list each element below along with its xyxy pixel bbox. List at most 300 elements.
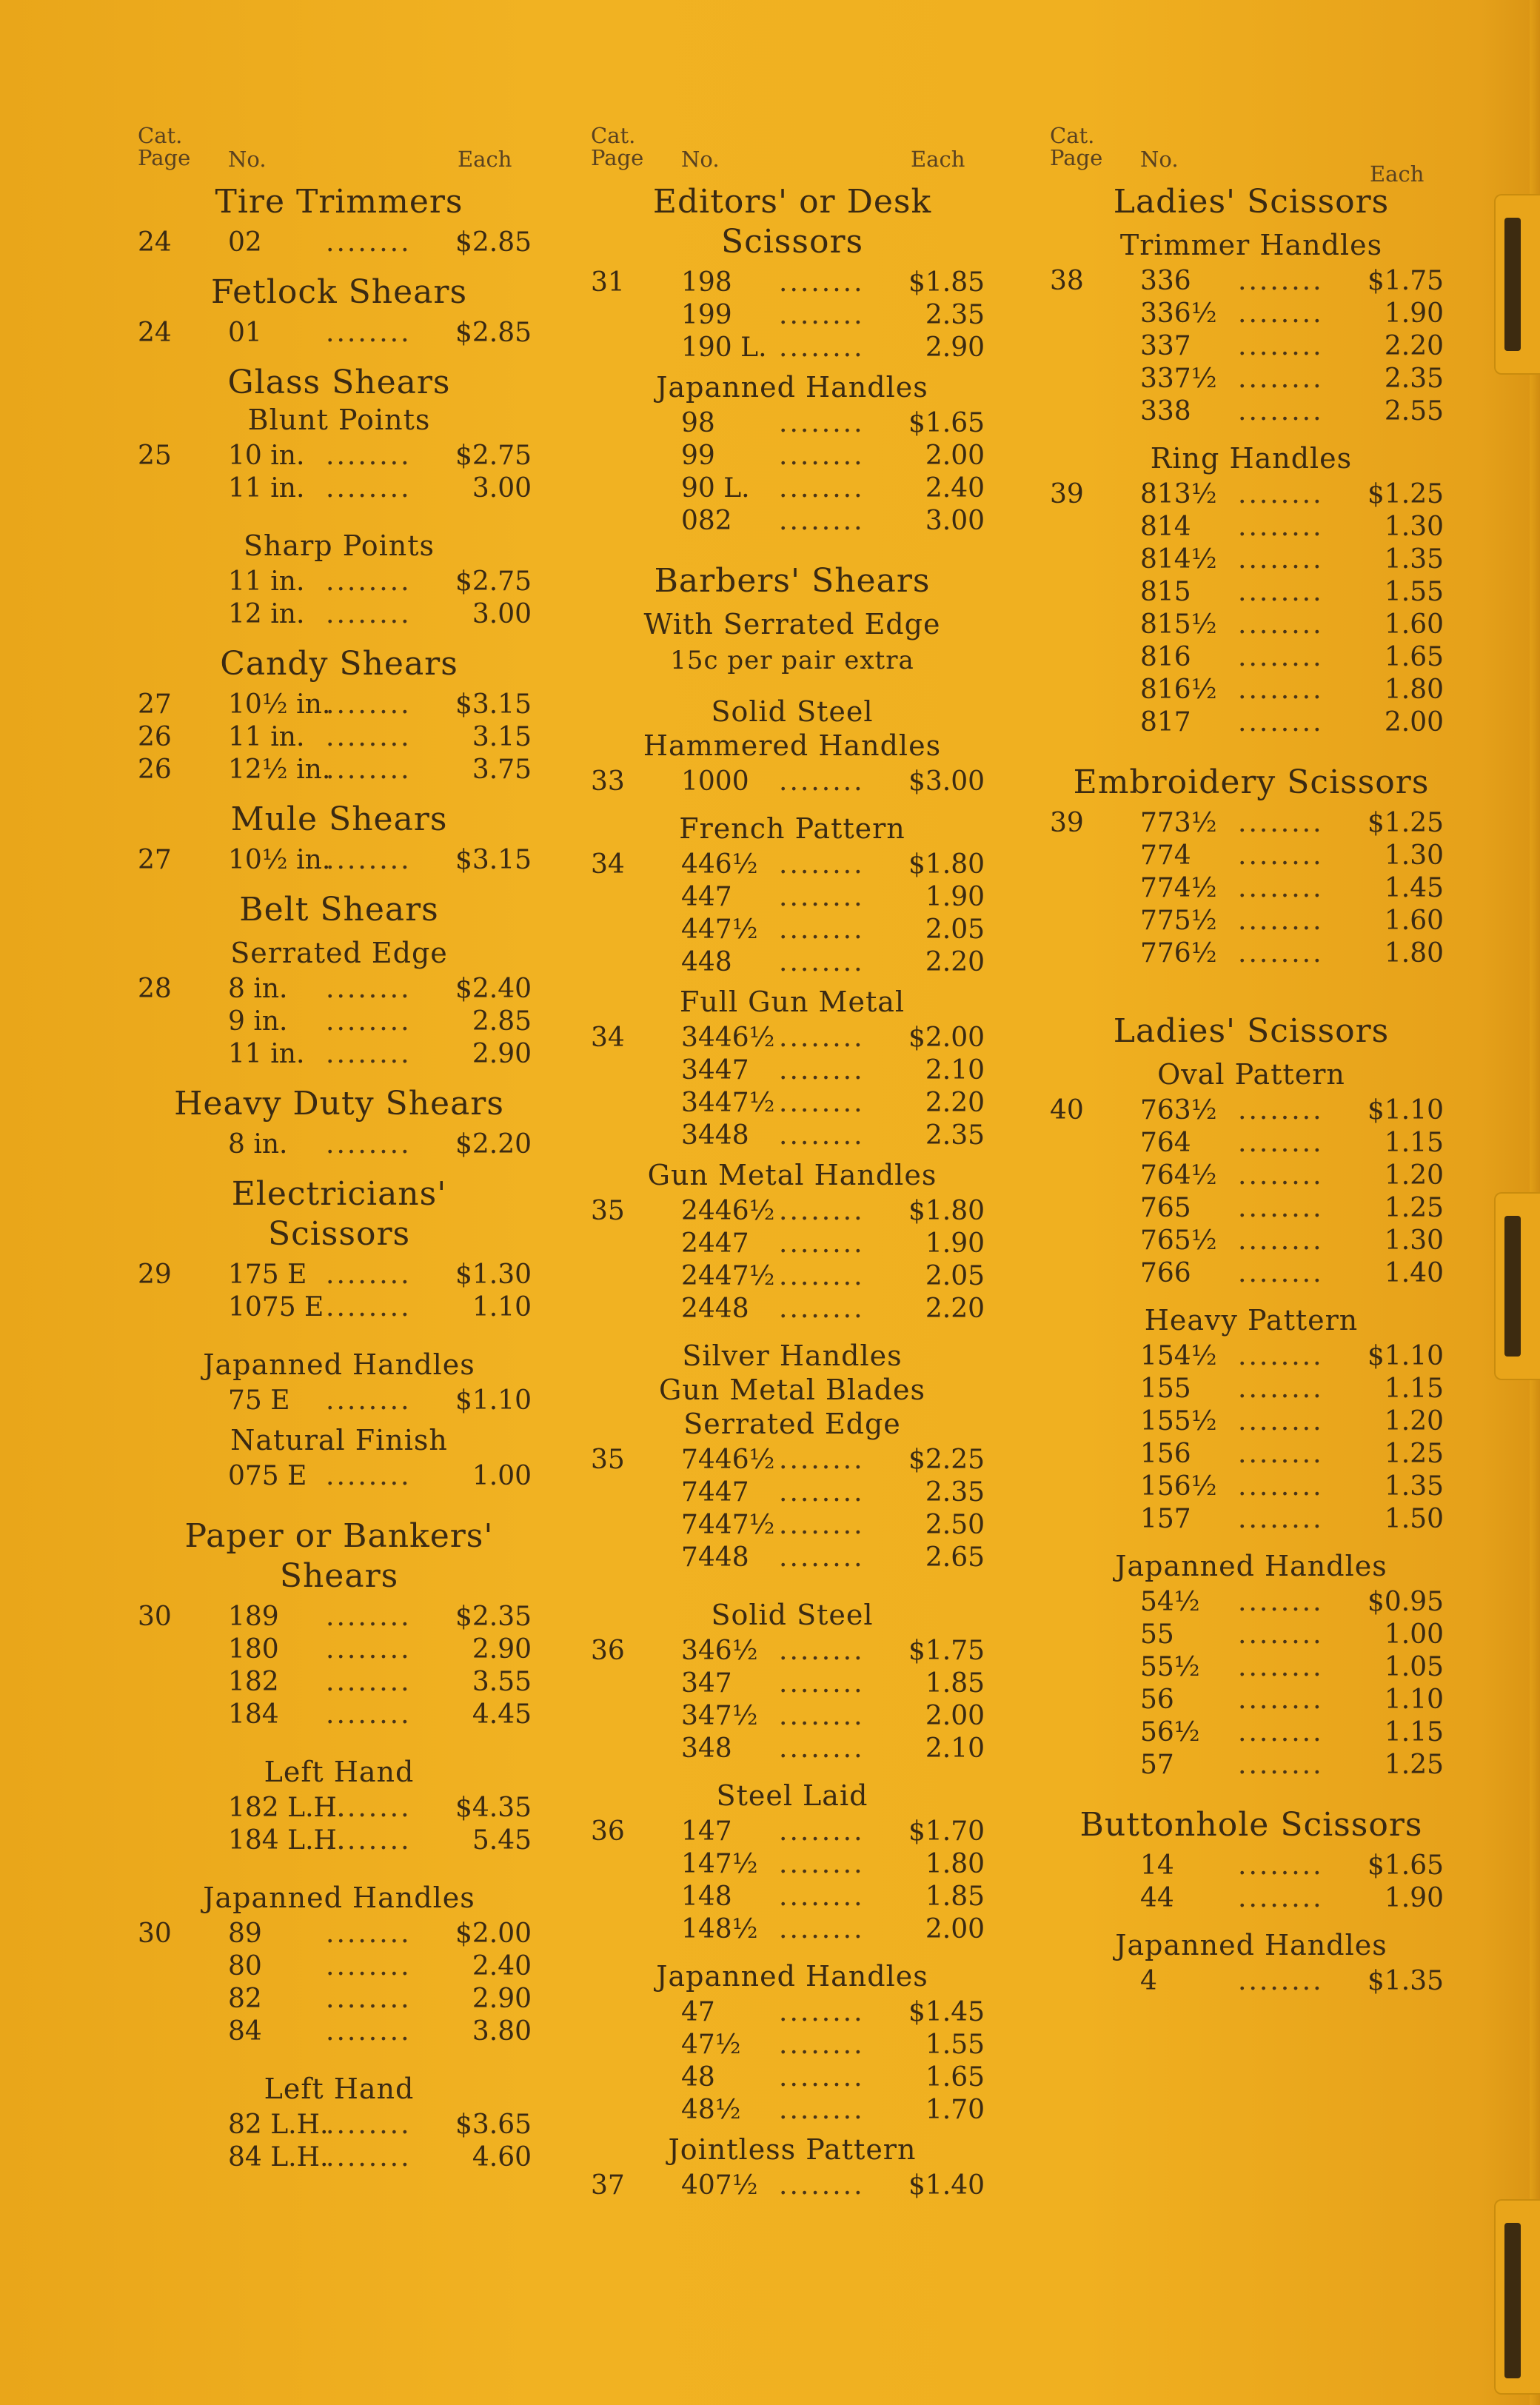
catalog-row — [1044, 1127, 1459, 1160]
dot-leader: ........ — [779, 882, 865, 912]
subsection-title: Japanned Handles — [1115, 1929, 1387, 1961]
dot-leader: ........ — [1238, 1685, 1324, 1715]
catalog-row — [585, 1444, 1000, 1476]
item-price: $1.80 — [908, 849, 985, 880]
item-price: 1.85 — [925, 1881, 985, 1912]
item-price: $2.75 — [455, 441, 532, 471]
item-price: 1.05 — [1384, 1652, 1444, 1682]
item-price: $4.35 — [455, 1793, 532, 1823]
item-price: 4.45 — [472, 1699, 532, 1730]
item-number: 817 — [1140, 707, 1191, 737]
item-price: 1.20 — [1384, 1160, 1444, 1191]
subsection-title: Sharp Points — [243, 529, 435, 562]
subsection-title: Left Hand — [264, 2073, 415, 2105]
item-price: 1.25 — [1384, 1439, 1444, 1469]
dot-leader: ........ — [1238, 1619, 1324, 1650]
item-price: 2.20 — [1384, 331, 1444, 361]
item-number: 448 — [681, 947, 732, 977]
dot-leader: ........ — [1238, 906, 1324, 936]
item-price: $1.35 — [1367, 1966, 1444, 1996]
item-number: 10 in. — [228, 441, 305, 471]
dot-leader: ........ — [779, 1636, 865, 1666]
each-label: Each — [1370, 161, 1424, 187]
catalog-row — [585, 2029, 1000, 2061]
section-title: Ladies' Scissors — [1113, 1012, 1390, 1050]
catalog-row — [1044, 1160, 1459, 1192]
dot-leader: ........ — [779, 1849, 865, 1879]
item-number: 12½ in. — [228, 755, 331, 785]
price-list — [585, 1444, 1000, 1574]
dot-leader: ........ — [779, 1023, 865, 1053]
item-price: $2.00 — [908, 1023, 985, 1053]
item-number: 02 — [228, 227, 262, 258]
price-list — [132, 1128, 546, 1161]
dot-leader: ........ — [779, 1294, 865, 1324]
catalog-row — [585, 1668, 1000, 1700]
catalog-row — [585, 881, 1000, 914]
dot-leader: ........ — [1238, 1193, 1324, 1223]
catalog-column-1 — [132, 124, 546, 2174]
item-price: 1.15 — [1384, 1717, 1444, 1747]
catalog-row — [1044, 1586, 1459, 1619]
dot-leader: ........ — [779, 1510, 865, 1540]
catalog-row — [1044, 576, 1459, 609]
catalog-row — [132, 566, 546, 598]
item-price: 2.10 — [925, 1055, 985, 1086]
catalog-row — [585, 267, 1000, 299]
catalog-row — [1044, 1257, 1459, 1290]
catalog-row — [585, 440, 1000, 472]
dot-leader: ........ — [1238, 642, 1324, 672]
item-number: 775½ — [1140, 906, 1217, 936]
catalog-row — [132, 1983, 546, 2016]
catalog-row — [132, 1601, 546, 1633]
item-number: 184 — [228, 1699, 279, 1730]
item-price: 2.35 — [925, 300, 985, 330]
catalog-row — [132, 472, 546, 505]
dot-leader: ........ — [779, 2062, 865, 2093]
catalog-row — [1044, 706, 1459, 739]
catalog-page-number: 31 — [591, 267, 625, 298]
catalog-row — [1044, 1471, 1459, 1503]
item-number: 189 — [228, 1602, 279, 1632]
subsection-title: With Serrated Edge — [643, 608, 941, 640]
catalog-row — [585, 299, 1000, 332]
dot-leader: ........ — [1238, 512, 1324, 542]
item-number: 56½ — [1140, 1717, 1200, 1747]
item-price: 5.45 — [472, 1825, 532, 1856]
catalog-page-number: 27 — [138, 689, 172, 720]
dot-leader: ........ — [779, 473, 865, 504]
item-number: 2447 — [681, 1228, 749, 1259]
item-number: 7448 — [681, 1542, 749, 1573]
catalog-row — [1044, 298, 1459, 330]
item-price: $1.10 — [455, 1385, 532, 1416]
item-price: $1.40 — [908, 2170, 985, 2201]
section-title: Tire Trimmers — [215, 183, 463, 221]
dot-leader: ........ — [779, 849, 865, 880]
dot-leader: ........ — [1238, 1504, 1324, 1534]
catalog-row — [132, 1699, 546, 1731]
catalog-row — [585, 1228, 1000, 1260]
item-number: 2447½ — [681, 1261, 775, 1291]
item-number: 01 — [228, 318, 262, 348]
subsection-title: Left Hand — [264, 1756, 415, 1788]
item-number: 44 — [1140, 1883, 1174, 1913]
item-price: 2.40 — [925, 473, 985, 504]
item-price: 1.90 — [925, 882, 985, 912]
catalog-row — [1044, 265, 1459, 298]
catalog-page-number: 39 — [1050, 479, 1084, 509]
dot-leader: ........ — [326, 318, 412, 348]
item-number: 1000 — [681, 766, 749, 797]
item-price: 1.35 — [1384, 1471, 1444, 1502]
dot-leader: ........ — [1238, 1587, 1324, 1617]
dot-leader: ........ — [326, 1825, 412, 1856]
item-number: 447 — [681, 882, 732, 912]
dot-leader: ........ — [326, 2142, 412, 2172]
item-number: 48 — [681, 2062, 715, 2093]
catalog-row — [585, 505, 1000, 538]
item-price: $2.35 — [455, 1602, 532, 1632]
item-price: $1.75 — [1367, 266, 1444, 296]
dot-leader: ........ — [326, 1951, 412, 1981]
item-price: $3.65 — [455, 2110, 532, 2140]
item-number: 764 — [1140, 1128, 1191, 1158]
catalog-row — [1044, 330, 1459, 363]
item-number: 11 in. — [228, 473, 305, 504]
column-header — [1044, 123, 1459, 187]
catalog-row — [1044, 1684, 1459, 1716]
item-price: 1.10 — [1384, 1685, 1444, 1715]
index-tab-middle — [1494, 1192, 1540, 1380]
item-price: 1.85 — [925, 1668, 985, 1699]
subsection-title: Heavy Pattern — [1144, 1304, 1359, 1337]
item-number: 148½ — [681, 1914, 758, 1944]
item-price: 1.40 — [1384, 1258, 1444, 1288]
item-number: 184 L.H. — [228, 1825, 346, 1856]
item-price: 2.00 — [925, 441, 985, 471]
catalog-row — [1044, 1651, 1459, 1684]
item-number: 347½ — [681, 1701, 758, 1731]
catalog-page-number: 34 — [591, 849, 625, 880]
subsection-title: French Pattern — [679, 812, 905, 845]
section-title: Candy Shears — [220, 645, 458, 683]
item-price: 2.90 — [925, 332, 985, 363]
catalog-row — [585, 1120, 1000, 1152]
catalog-row — [585, 1293, 1000, 1325]
dot-leader: ........ — [326, 845, 412, 875]
dot-leader: ........ — [326, 1129, 412, 1160]
item-price: $2.25 — [908, 1445, 985, 1475]
item-price: $1.80 — [908, 1196, 985, 1226]
item-price: 1.65 — [1384, 642, 1444, 672]
item-price: $1.75 — [908, 1636, 985, 1666]
item-number: 337 — [1140, 331, 1191, 361]
price-list — [585, 2170, 1000, 2202]
subsection-title: Trimmer Handles — [1119, 229, 1383, 261]
subsection-title: Hammered Handles — [643, 729, 942, 762]
item-number: 774 — [1140, 840, 1191, 871]
price-list — [132, 1918, 546, 2048]
no-label: No. — [1140, 147, 1179, 172]
catalog-row — [1044, 872, 1459, 905]
dot-leader: ........ — [1238, 1439, 1324, 1469]
item-number: 763½ — [1140, 1095, 1217, 1125]
catalog-row — [132, 2016, 546, 2048]
price-list — [585, 849, 1000, 979]
dot-leader: ........ — [326, 1984, 412, 2014]
subsection-title: Full Gun Metal — [679, 986, 905, 1018]
price-list — [585, 1635, 1000, 1765]
catalog-page-number: 24 — [138, 227, 172, 258]
dot-leader: ........ — [1238, 1750, 1324, 1780]
item-price: 2.20 — [925, 947, 985, 977]
item-price: 2.35 — [925, 1477, 985, 1508]
dot-leader: ........ — [326, 1793, 412, 1823]
catalog-row — [1044, 937, 1459, 970]
price-list — [132, 689, 546, 786]
dot-leader: ........ — [1238, 1258, 1324, 1288]
item-price: 1.60 — [1384, 906, 1444, 936]
catalog-row — [585, 1260, 1000, 1293]
dot-leader: ........ — [779, 766, 865, 797]
price-list — [132, 1385, 546, 1417]
catalog-row — [1044, 1850, 1459, 1882]
section-title: Paper or Bankers' — [184, 1517, 494, 1555]
catalog-row — [132, 1792, 546, 1824]
section-title: Glass Shears — [227, 364, 451, 401]
dot-leader: ........ — [779, 300, 865, 330]
item-price: $1.45 — [908, 1997, 985, 2027]
dot-leader: ........ — [326, 441, 412, 471]
item-number: 7447 — [681, 1477, 749, 1508]
item-price: $1.65 — [1367, 1850, 1444, 1881]
dot-leader: ........ — [779, 947, 865, 977]
item-number: 198 — [681, 267, 732, 298]
dot-leader: ........ — [1238, 1225, 1324, 1256]
item-number: 148 — [681, 1881, 732, 1912]
item-number: 407½ — [681, 2170, 758, 2201]
catalog-column-2 — [585, 124, 1000, 2202]
item-price: 1.00 — [472, 1461, 532, 1491]
dot-leader: ........ — [1238, 1883, 1324, 1913]
item-price: 2.05 — [925, 1261, 985, 1291]
catalog-row — [1044, 511, 1459, 543]
catalog-row — [585, 407, 1000, 440]
price-list — [132, 2109, 546, 2174]
item-number: 815½ — [1140, 609, 1217, 640]
dot-leader: ........ — [1238, 1406, 1324, 1436]
catalog-page-number: 27 — [138, 845, 172, 875]
catalog-row — [1044, 807, 1459, 840]
item-number: 182 L.H. — [228, 1793, 346, 1823]
dot-leader: ........ — [779, 1445, 865, 1475]
catalog-row — [1044, 1716, 1459, 1749]
section-title: Editors' or Desk — [652, 183, 932, 221]
item-price: $3.15 — [455, 689, 532, 720]
column-header — [132, 124, 546, 176]
dot-leader: ........ — [1238, 707, 1324, 737]
cat-page-label: Cat. Page — [591, 123, 644, 170]
catalog-row — [585, 1733, 1000, 1765]
item-price: $2.00 — [455, 1919, 532, 1949]
subsection-title: Ring Handles — [1150, 442, 1353, 475]
item-price: 4.60 — [472, 2142, 532, 2172]
dot-leader: ........ — [779, 1733, 865, 1764]
item-price: 2.05 — [925, 914, 985, 945]
price-list — [585, 407, 1000, 538]
catalog-row — [585, 1816, 1000, 1848]
catalog-row — [132, 2109, 546, 2141]
item-number: 48½ — [681, 2095, 741, 2125]
section-title: Scissors — [267, 1215, 411, 1253]
subsection-title: Japanned Handles — [1115, 1550, 1387, 1582]
item-price: $2.85 — [455, 227, 532, 258]
item-number: 7447½ — [681, 1510, 775, 1540]
section-title: Ladies' Scissors — [1113, 183, 1390, 221]
price-list — [1044, 1850, 1459, 1915]
dot-leader: ........ — [779, 2095, 865, 2125]
dot-leader: ........ — [326, 2110, 412, 2140]
dot-leader: ........ — [779, 2030, 865, 2060]
index-tab-bottom — [1494, 2199, 1540, 2395]
item-number: 346½ — [681, 1636, 758, 1666]
dot-leader: ........ — [779, 408, 865, 438]
catalog-row — [1044, 1503, 1459, 1536]
dot-leader: ........ — [779, 1542, 865, 1573]
item-number: 182 — [228, 1667, 279, 1697]
item-number: 338 — [1140, 396, 1191, 427]
catalog-row — [1044, 395, 1459, 428]
dot-leader: ........ — [1238, 266, 1324, 296]
subsection-title: Japanned Handles — [656, 1960, 928, 1993]
item-price: 1.50 — [1384, 1504, 1444, 1534]
catalog-page-number: 26 — [138, 755, 172, 785]
catalog-row — [132, 721, 546, 754]
item-number: 54½ — [1140, 1587, 1200, 1617]
catalog-page-number: 30 — [138, 1919, 172, 1949]
item-number: 3447½ — [681, 1088, 775, 1118]
dot-leader: ........ — [326, 2016, 412, 2047]
item-price: $2.85 — [455, 318, 532, 348]
item-number: 2448 — [681, 1294, 749, 1324]
item-number: 766 — [1140, 1258, 1191, 1288]
item-number: 3448 — [681, 1120, 749, 1151]
catalog-row — [132, 754, 546, 786]
catalog-row — [1044, 1749, 1459, 1782]
catalog-row — [585, 1700, 1000, 1733]
dot-leader: ........ — [1238, 331, 1324, 361]
price-list — [1044, 807, 1459, 970]
item-price: $2.75 — [455, 566, 532, 597]
price-list — [132, 440, 546, 505]
dot-leader: ........ — [326, 1260, 412, 1290]
dot-leader: ........ — [779, 1816, 865, 1847]
subsection-title: Oval Pattern — [1157, 1058, 1345, 1091]
item-number: 446½ — [681, 849, 758, 880]
dot-leader: ........ — [1238, 479, 1324, 509]
item-number: 99 — [681, 441, 715, 471]
dot-leader: ........ — [779, 1196, 865, 1226]
price-list — [1044, 1340, 1459, 1536]
price-list — [132, 566, 546, 631]
catalog-row — [585, 946, 1000, 979]
subsection-title: Silver Handles — [682, 1339, 903, 1372]
item-number: 175 E — [228, 1260, 307, 1290]
catalog-page-number: 35 — [591, 1196, 625, 1226]
item-price: 1.90 — [1384, 298, 1444, 329]
index-tab-top — [1494, 194, 1540, 375]
item-price: 2.10 — [925, 1733, 985, 1764]
catalog-row — [132, 227, 546, 259]
catalog-page-number: 36 — [591, 1636, 625, 1666]
price-list — [585, 1816, 1000, 1946]
item-price: $2.20 — [455, 1129, 532, 1160]
item-number: 814 — [1140, 512, 1191, 542]
dot-leader: ........ — [779, 1261, 865, 1291]
catalog-page-number: 24 — [138, 318, 172, 348]
dot-leader: ........ — [779, 1120, 865, 1151]
item-number: 55 — [1140, 1619, 1174, 1650]
dot-leader: ........ — [779, 2170, 865, 2201]
price-list — [585, 1996, 1000, 2127]
dot-leader: ........ — [326, 1385, 412, 1416]
catalog-row — [585, 1542, 1000, 1574]
catalog-row — [132, 1824, 546, 1857]
dot-leader: ........ — [326, 1006, 412, 1037]
item-price: $1.10 — [1367, 1095, 1444, 1125]
catalog-row — [585, 1881, 1000, 1913]
item-number: 082 — [681, 506, 732, 536]
catalog-page-number: 25 — [138, 441, 172, 471]
catalog-row — [132, 1918, 546, 1950]
item-price: $1.30 — [455, 1260, 532, 1290]
item-price: $1.25 — [1367, 479, 1444, 509]
item-price: 2.20 — [925, 1294, 985, 1324]
each-label: Each — [458, 147, 512, 172]
catalog-row — [585, 849, 1000, 881]
item-price: 1.90 — [1384, 1883, 1444, 1913]
dot-leader: ........ — [326, 974, 412, 1004]
section-title: Fetlock Shears — [210, 273, 468, 311]
catalog-row — [585, 1635, 1000, 1668]
item-price: 3.00 — [925, 506, 985, 536]
price-list — [132, 1460, 546, 1493]
price-list — [132, 1792, 546, 1857]
item-price: 1.25 — [1384, 1750, 1444, 1780]
catalog-page-number: 30 — [138, 1602, 172, 1632]
item-price: 2.50 — [925, 1510, 985, 1540]
item-price: 1.70 — [925, 2095, 985, 2125]
price-list — [132, 973, 546, 1071]
item-price: 1.10 — [472, 1292, 532, 1322]
item-number: 180 — [228, 1634, 279, 1665]
dot-leader: ........ — [1238, 1471, 1324, 1502]
dot-leader: ........ — [779, 1088, 865, 1118]
catalog-row — [132, 2141, 546, 2174]
item-number: 2446½ — [681, 1196, 775, 1226]
dot-leader: ........ — [779, 267, 865, 298]
catalog-column-3 — [1044, 124, 1459, 1998]
dot-leader: ........ — [779, 441, 865, 471]
catalog-row — [132, 598, 546, 631]
item-price: 3.15 — [472, 722, 532, 752]
item-number: 56 — [1140, 1685, 1174, 1715]
item-number: 57 — [1140, 1750, 1174, 1780]
section-title: Mule Shears — [230, 800, 448, 838]
item-price: $3.00 — [908, 766, 985, 797]
